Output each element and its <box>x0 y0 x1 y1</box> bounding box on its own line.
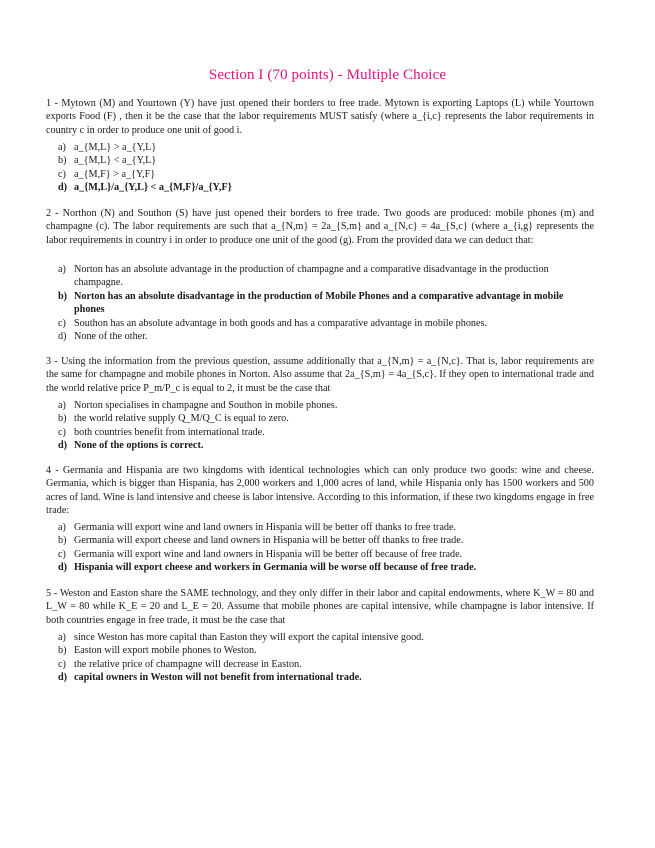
question-4-option-b[interactable]: b) Germania will export cheese and land owners in Hispania will be better off thanks to free trade. <box>58 535 464 547</box>
question-3-option-a[interactable]: a) Norton specialises in champagne and Southon in mobile phones. <box>58 400 338 411</box>
option-text: both countries benefit from international trade. <box>74 426 265 438</box>
question-5-option-a[interactable]: a) since Weston has more capital than Easton they will export the capital intensive good. <box>58 632 424 643</box>
option-text: capital owners in Weston will not benefit from international trade. <box>74 672 362 684</box>
question-1-stem: 1 - Mytown (M) and Yourtown (Y) have just opened their borders to free trade. Mytown is exporting Laptops (L) while Yourtown exports Food (F) , then it be the case that the labor requirements MUST satisfy (where a_{i,c} represents the labor requirements in country c in order to produce one unit of good i. <box>46 98 594 136</box>
option-text: Germania will export wine and land owners in Hispania will be better off thanks to free trade. <box>74 522 457 533</box>
option-text: Southon has an absolute advantage in both goods and has a comparative advantage in mobile phones. <box>74 317 488 329</box>
question-5-stem: 5 - Weston and Easton share the SAME technology, and they only differ in their labor and capital endowments, where K_W = 80 and L_W = 80 while K_E = 20 and L_E = 20. Assume that mobile phones are capital intensive, while champagne is labor intensive. If both countries engage in free trade, it must be the case that <box>46 588 594 626</box>
question-5-option-c[interactable]: c) the relative price of champagne will decrease in Easton. <box>58 658 302 670</box>
question-1-option-d[interactable]: d) a_{M,L}/a_{Y,L} < a_{M,F}/a_{Y,F} <box>58 182 232 194</box>
question-1-option-a[interactable]: a) a_{M,L} > a_{Y,L} <box>58 142 157 153</box>
question-4-option-a[interactable]: a) Germania will export wine and land owners in Hispania will be better off thanks to free trade. <box>58 522 457 533</box>
option-text: Germania will export cheese and land owners in Hispania will be better off thanks to free trade. <box>74 535 464 547</box>
option-text: Norton has an absolute disadvantage in the production of Mobile Phones and a comparative advantage in mobile phones <box>74 290 564 316</box>
question-1-option-c[interactable]: c) a_{M,F} > a_{Y,F} <box>58 168 156 180</box>
option-text: Easton will export mobile phones to Weston. <box>74 645 257 657</box>
question-3-option-d[interactable]: d) None of the options is correct. <box>58 440 204 452</box>
question-2-option-d[interactable]: d) None of the other. <box>58 331 148 343</box>
question-1-options <box>58 141 578 195</box>
question-2-option-c[interactable]: c) Southon has an absolute advantage in both goods and has a comparative advantage in mobile phones. <box>58 317 488 329</box>
option-text: None of the other. <box>74 331 148 343</box>
question-3-option-b[interactable]: b) the world relative supply Q_M/Q_C is equal to zero. <box>58 413 289 425</box>
option-text: Germania will export wine and land owners in Hispania will be better off because of free trade. <box>74 548 463 560</box>
option-text: since Weston has more capital than Easton they will export the capital intensive good. <box>74 632 424 643</box>
question-4-option-d[interactable]: d) Hispania will export cheese and workers in Germania will be worse off because of free trade. <box>58 562 477 574</box>
question-3-stem: 3 - Using the information from the previous question, assume additionally that a_{N,m} = a_{N,c}. That is, labor requirements are the same for champagne and mobile phones in Norton. Also assume that 2a_{S,m} = 4a_{S,c}. If they open to international trade and the world relative price P_m/P_c is equal to 2, it must be the case that <box>46 356 594 394</box>
question-4-stem: 4 - Germania and Hispania are two kingdoms with identical technologies which can only produce two goods: wine and cheese. Germania, which is bigger than Hispania, has 2,000 workers and 1,000 acres of land, while Hispania only has 1500 workers and 500 acres of land. Wine is land intensive and cheese is labor intensive. According to this information, if these two kingdoms engage in free trade: <box>46 465 594 517</box>
question-5-option-d[interactable]: d) capital owners in Weston will not benefit from international trade. <box>58 672 362 684</box>
question-5-options <box>58 631 578 685</box>
option-text: a_{M,L} > a_{Y,L} <box>74 142 157 153</box>
question-3-option-c[interactable]: c) both countries benefit from international trade. <box>58 426 265 438</box>
option-text: Norton specialises in champagne and Southon in mobile phones. <box>74 400 338 411</box>
question-4-option-c[interactable]: c) Germania will export wine and land owners in Hispania will be better off because of free trade. <box>58 548 463 560</box>
question-3-options <box>58 399 578 453</box>
question-2-option-a[interactable]: a) Norton has an absolute advantage in the production of champagne and a comparative disadvantage in the production champagne. <box>58 264 549 289</box>
section-title: Section I (70 points) - Multiple Choice <box>208 67 447 83</box>
question-2-stem: 2 - Northon (N) and Southon (S) have just opened their borders to free trade. Two goods are produced: mobile phones (m) and champagne (c). The labor requirements are such that a_{N,m} = 2a_{S,m} and a_{N,c} = 4a_{S,c} (where a_{i,g} represents the labor requirements in country i in order to produce one unit of the good (g). From the provided data we can deduct that: <box>46 208 594 246</box>
option-text: a_{M,L}/a_{Y,L} < a_{M,F}/a_{Y,F} <box>74 182 232 194</box>
option-text: Hispania will export cheese and workers in Germania will be worse off because of free trade. <box>74 562 477 574</box>
option-text: a_{M,F} > a_{Y,F} <box>74 168 156 180</box>
option-text: Norton has an absolute advantage in the production of champagne and a comparative disadvantage in the production champagne. <box>74 264 549 289</box>
option-text: the world relative supply Q_M/Q_C is equal to zero. <box>74 413 289 425</box>
question-2-options <box>58 263 578 343</box>
question-1-option-b[interactable]: b) a_{M,L} < a_{Y,L} <box>58 155 157 167</box>
question-5-option-b[interactable]: b) Easton will export mobile phones to Weston. <box>58 645 257 657</box>
question-2-option-b[interactable]: b) Norton has an absolute disadvantage in the production of Mobile Phones and a comparative advantage in mobile phones <box>58 290 564 316</box>
question-4-options <box>58 521 578 575</box>
option-text: None of the options is correct. <box>74 440 204 452</box>
option-text: the relative price of champagne will decrease in Easton. <box>74 658 302 670</box>
option-text: a_{M,L} < a_{Y,L} <box>74 155 157 167</box>
